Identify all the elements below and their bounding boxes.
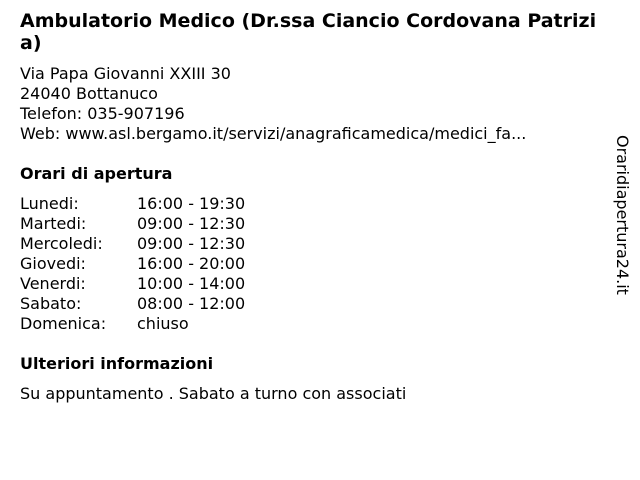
opening-hours-heading: Orari di apertura: [20, 164, 173, 183]
hours-time-value: chiuso: [137, 314, 189, 333]
further-info-text: Su appuntamento . Sabato a turno con associati: [20, 384, 407, 403]
address-block: [20, 64, 526, 144]
website-link[interactable]: Web: www.asl.bergamo.it/servizi/anagraficamedica/medici_fa...: [20, 124, 527, 143]
hours-day-label: Mercoledi:: [20, 234, 103, 253]
hours-time-value: 16:00 - 19:30: [137, 194, 246, 213]
hours-row-thursday: [20, 254, 245, 274]
city-address: 24040 Bottanuco: [20, 84, 158, 103]
hours-time-value: 16:00 - 20:00: [137, 254, 246, 273]
street-address: Via Papa Giovanni XXIII 30: [20, 64, 231, 83]
hours-day-label: Sabato:: [20, 294, 82, 313]
hours-day-label: Martedi:: [20, 214, 87, 233]
hours-row-saturday: [20, 294, 245, 314]
hours-day-label: Lunedi:: [20, 194, 79, 213]
hours-time-value: 09:00 - 12:30: [137, 214, 246, 233]
phone-number: Telefon: 035-907196: [20, 104, 185, 123]
hours-row-monday: [20, 194, 245, 214]
hours-day-label: Domenica:: [20, 314, 107, 333]
hours-row-sunday: [20, 314, 245, 334]
hours-row-tuesday: [20, 214, 245, 234]
hours-time-value: 08:00 - 12:00: [137, 294, 246, 313]
brand-watermark: Oraridiapertura24.it: [613, 135, 632, 295]
further-info-heading: Ulteriori informazioni: [20, 354, 214, 373]
hours-day-label: Venerdi:: [20, 274, 86, 293]
hours-time-value: 10:00 - 14:00: [137, 274, 246, 293]
hours-time-value: 09:00 - 12:30: [137, 234, 246, 253]
hours-row-friday: [20, 274, 245, 294]
hours-day-label: Giovedi:: [20, 254, 86, 273]
page-title: Ambulatorio Medico (Dr.ssa Ciancio Cordovana Patrizia): [20, 10, 597, 54]
hours-row-wednesday: [20, 234, 245, 254]
opening-hours-table: [20, 194, 245, 334]
